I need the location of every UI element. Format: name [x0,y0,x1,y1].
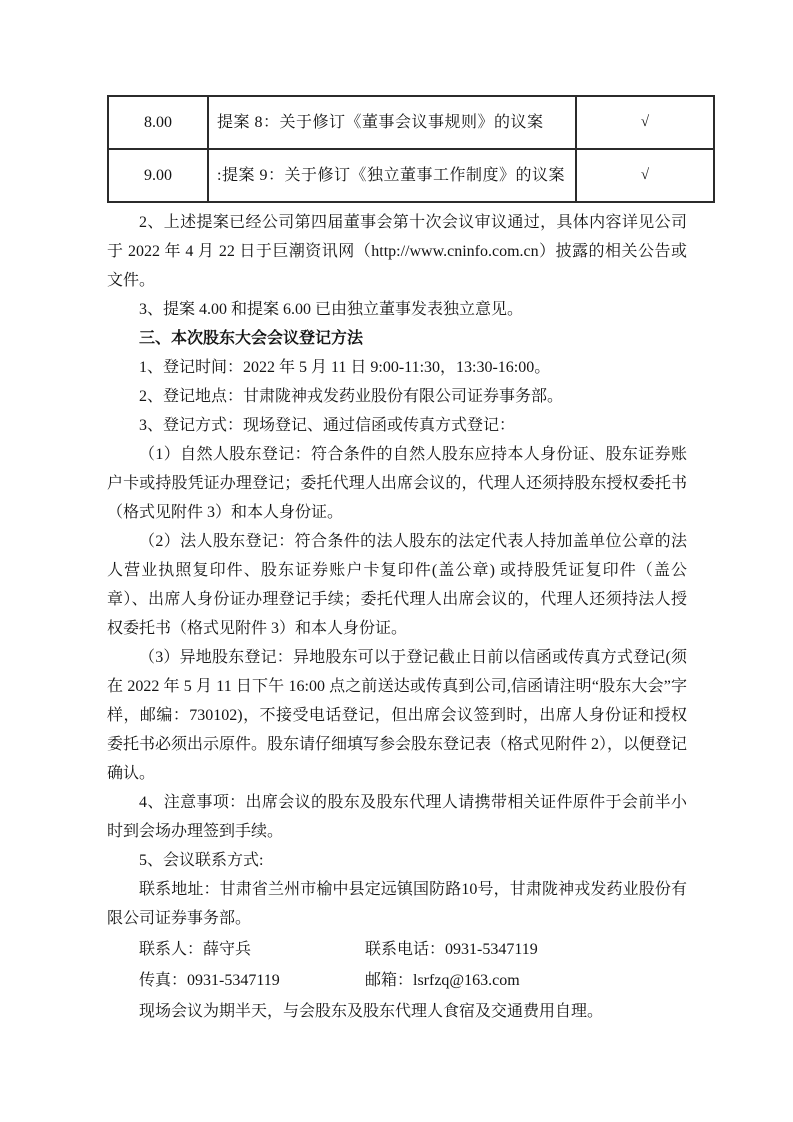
contact-row [107,966,687,995]
proposal-code-cell: 9.00 [108,149,208,202]
contact-person: 联系人：薛守兵 [139,941,252,958]
registration-remote: （3）异地股东登记：异地股东可以于登记截止日前以信函或传真方式登记(须在 2022 年 5 月 11 日下午 16:00 点之前送达或传真到公司,信函请注明“股东大会”字样，邮编：730102)，不接受电话登记，但出席会议签到时，出席人身份证和授权委托书必须出示原件。股东请仔细填写参会股东登记表（格式见附件 2），以便登记确认。 [107,649,688,782]
contact-row [107,935,687,964]
section-heading-registration: 三、本次股东大会会议登记方法 [139,330,364,347]
registration-method: 3、登记方式：现场登记、通过信函或传真方式登记： [139,417,516,434]
closing-note: 现场会议为期半天，与会股东及股东代理人食宿及交通费用自理。 [139,1003,604,1020]
proposal-vote-table [107,95,715,203]
table-row [108,96,714,149]
proposal-title-cell: :提案 9：关于修订《独立董事工作制度》的议案 [208,149,576,202]
contact-email: 邮箱：lsrfzq@163.com [365,972,520,989]
note-paragraph-approval: 2、上述提案已经公司第四届董事会第十次会议审议通过，具体内容详见公司于 2022 年 4 月 22 日于巨潮资讯网（http://www.cninfo.com.cn）披露的相关公告或文件。 [107,214,687,289]
proposal-title-cell: 提案 8：关于修订《董事会议事规则》的议案 [208,96,576,149]
contact-method-item: 5、会议联系方式: [139,852,264,869]
attention-item: 4、注意事项：出席会议的股东及股东代理人请携带相关证件原件于会前半小时到会场办理签到手续。 [107,794,687,840]
contact-fax: 传真：0931-5347119 [139,972,280,989]
contact-address: 联系地址：甘肃省兰州市榆中县定远镇国防路10号，甘肃陇神戎发药业股份有限公司证券事务部。 [107,881,687,927]
table-row [108,149,714,202]
note-paragraph-independent-opinion: 3、提案 4.00 和提案 6.00 已由独立董事发表独立意见。 [139,301,524,318]
vote-checkmark-cell: √ [576,149,714,202]
registration-time: 1、登记时间：2022 年 5 月 11 日 9:00-11:30，13:30-16:00。 [139,359,551,376]
registration-natural-person: （1）自然人股东登记：符合条件的自然人股东应持本人身份证、股东证券账户卡或持股凭证办理登记；委托代理人出席会议的，代理人还须持股东授权委托书（格式见附件 3）和本人身份证。 [107,446,687,521]
vote-checkmark-cell: √ [576,96,714,149]
document-content [107,95,687,1026]
registration-legal-person: （2）法人股东登记：符合条件的法人股东的法定代表人持加盖单位公章的法人营业执照复印件、股东证券账户卡复印件(盖公章) 或持股凭证复印件（盖公章）、出席人身份证办理登记手续；委托代理人出席会议的，代理人还须持法人授权委托书（格式见附件 3）和本人身份证。 [107,533,687,637]
proposal-code-cell: 8.00 [108,96,208,149]
registration-place: 2、登记地点：甘肃陇神戎发药业股份有限公司证券事务部。 [139,388,564,405]
contact-phone: 联系电话：0931-5347119 [365,941,538,958]
